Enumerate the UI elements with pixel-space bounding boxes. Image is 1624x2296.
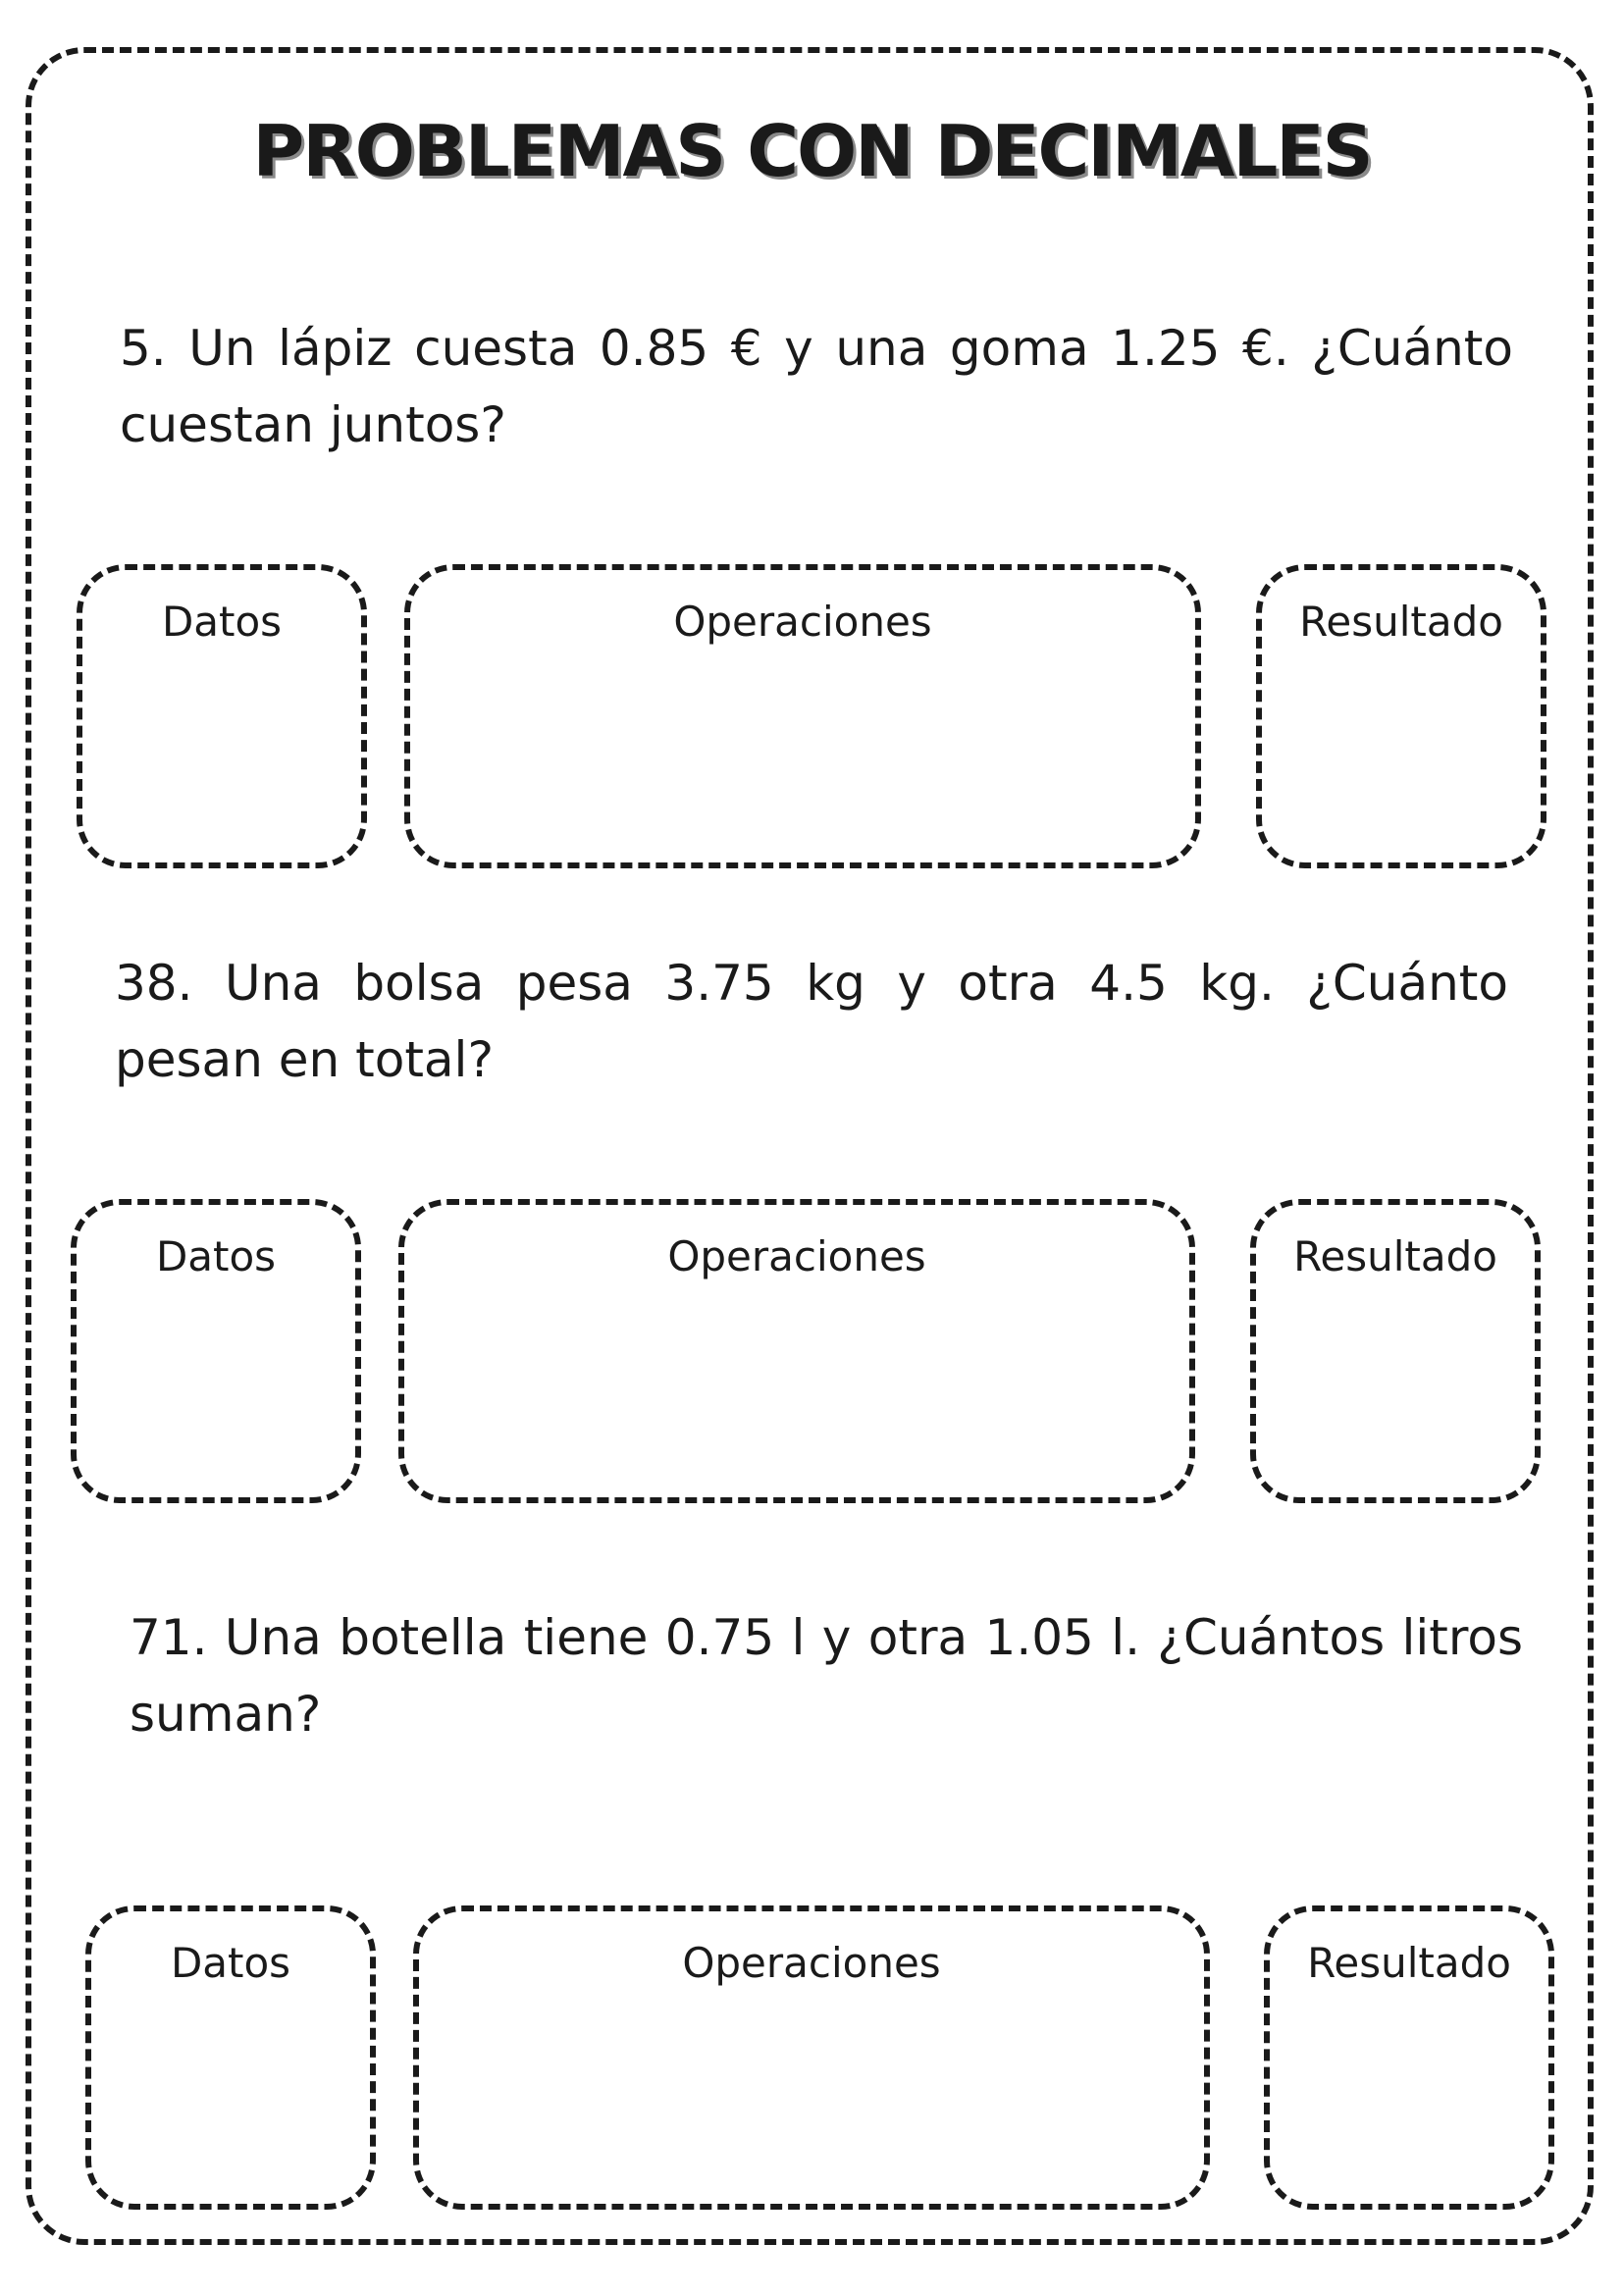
problem-3-resultado-box[interactable] [1264,1905,1554,2210]
operaciones-label: Operaciones [673,598,932,646]
resultado-label: Resultado [1307,1939,1511,1987]
problem-3-operaciones-box[interactable] [413,1905,1210,2210]
operaciones-label: Operaciones [682,1939,941,1987]
problem-2-text: 38. Una bolsa pesa 3.75 kg y otra 4.5 kg. ¿Cuánto pesan en total? [115,955,1508,1088]
resultado-label: Resultado [1293,1232,1497,1280]
resultado-label: Resultado [1299,598,1503,646]
datos-label: Datos [170,1939,291,1987]
problem-1-datos-box[interactable] [77,564,367,868]
problem-3-datos-box[interactable] [85,1905,376,2210]
problem-2-datos-box[interactable] [71,1199,361,1503]
problem-2-operaciones-box[interactable] [398,1199,1195,1503]
datos-label: Datos [155,1232,277,1280]
problem-3-text: 71. Una botella tiene 0.75 l y otra 1.05 l. ¿Cuántos litros suman? [130,1609,1523,1743]
operaciones-label: Operaciones [667,1232,926,1280]
problem-2-resultado-box[interactable] [1250,1199,1541,1503]
worksheet-title: PROBLEMAS CON DECIMALES [252,110,1372,192]
datos-label: Datos [161,598,283,646]
problem-1-operaciones-box[interactable] [404,564,1201,868]
problem-1-text: 5. Un lápiz cuesta 0.85 € y una goma 1.25 €. ¿Cuánto cuestan juntos? [120,320,1513,453]
problem-1-resultado-box[interactable] [1256,564,1546,868]
